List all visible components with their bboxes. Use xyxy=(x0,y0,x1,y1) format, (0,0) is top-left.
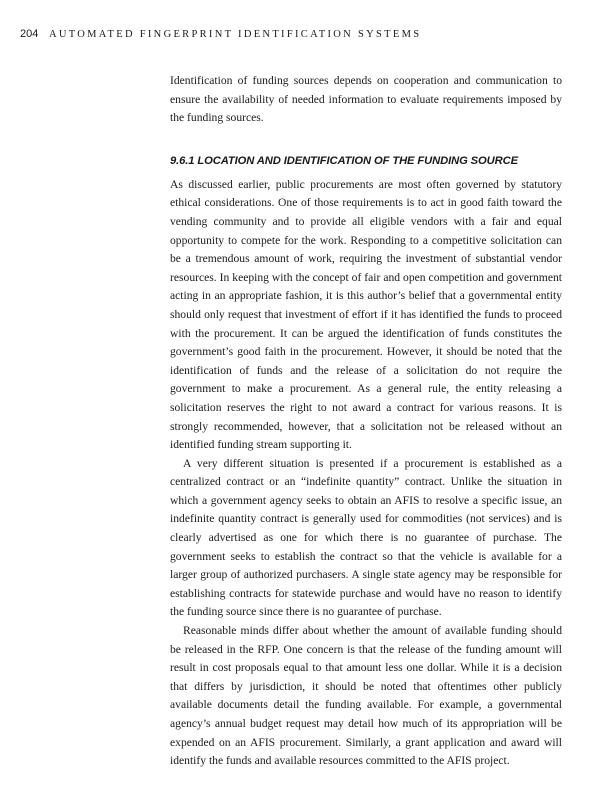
body-paragraph: As discussed earlier, public procurements are most often governed by statutory ethical considerations. One of those requirements is to act in good faith toward the vending community and to provide all eligible vendors with a fair and equal opportunity to compete for the work. Responding to a competitive solicitation can be a tremendous amount of work, requiring the investment of substantial vendor resources. In keeping with the concept of fair and open competition and government acting in an appropriate fashion, it is this author’s belief that a governmental entity should only request that investment of effort if it has identified the funds to proceed with the procurement. It can be argued the identification of funds constitutes the government’s good faith in the procurement. However, it should be noted that the identification of funds and the release of a solicitation do not require the government to make a procurement. As a general rule, the entity releasing a solicitation reserves the right to not award a contract for various reasons. It is strongly recommended, however, that a solicitation not be released without an identified funding stream supporting it. xyxy=(170,177,562,452)
intro-paragraph: Identification of funding sources depends on cooperation and communication to ensure the availability of needed information to evaluate requirements imposed by the funding sources. xyxy=(170,74,562,125)
running-head xyxy=(20,28,421,40)
body-paragraph: Reasonable minds differ about whether the amount of available funding should be released in the RFP. One concern is that the release of the funding amount will result in cost proposals equal to that amount less one dollar. While it is a decision that differs by jurisdiction, it should be noted that oftentimes other publicly available documents detail the funding available. For example, a governmental agency’s annual budget request may detail how much of its appropriation will be expended on an AFIS procurement. Similarly, a grant application and award will identify the funds and available resources committed to the AFIS project. xyxy=(170,624,562,768)
body-paragraph: A very different situation is presented if a procurement is established as a centralized contract or an “indefinite quantity” contract. Unlike the situation in which a government agency seeks to obtain an AFIS to resolve a specific issue, an indefinite quantity contract is generally used for commodities (not services) and is clearly advertised as one for which there is no guarantee of purchase. The government seeks to establish the contract so that the vehicle is available for a larger group of authorized purchasers. A single state agency may be responsible for establishing contracts for statewide purchase and would have no reason to identify the funding source since there is no guarantee of purchase. xyxy=(170,456,562,619)
book-title: AUTOMATED FINGERPRINT IDENTIFICATION SYSTEMS xyxy=(48,29,422,40)
page-number: 204 xyxy=(20,28,39,40)
section-heading: 9.6.1 LOCATION AND IDENTIFICATION OF THE FUNDING SOURCE xyxy=(170,154,518,167)
page-body xyxy=(170,72,562,771)
